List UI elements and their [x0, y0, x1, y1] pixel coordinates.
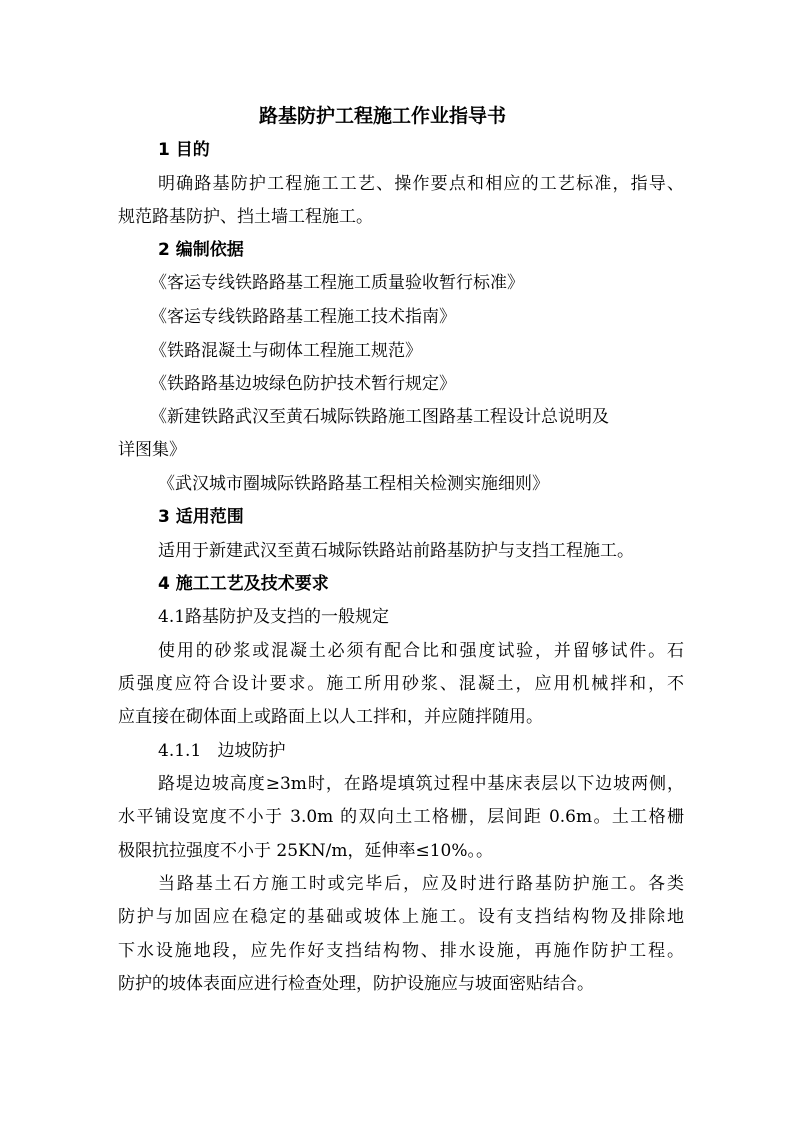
section-1-text: 规范路基防护、挡土墙工程施工。	[118, 207, 373, 227]
section-4-1-heading: 4.1路基防护及支挡的一般规定	[158, 607, 390, 627]
reference-item: 《武汉城市圈城际铁路路基工程相关检测实施细则》	[158, 474, 549, 494]
section-4-1-1-text: 当路基土石方施工时或完毕后，应及时进行路基防护施工。各类	[158, 874, 684, 894]
section-4-1-1-text: 防护与加固应在稳定的基础或坡体上施工。设有支挡结构物及排除地	[118, 907, 684, 927]
reference-item: 详图集》	[118, 440, 186, 460]
section-4-1-text: 应直接在砌体面上或路面上以人工拌和，并应随拌随用。	[118, 707, 543, 727]
section-4-1-1-text: 水平铺设宽度不小于 3.0m 的双向土工格栅，层间距 0.6m。土工格栅	[118, 807, 684, 827]
section-4-1-1-text: 防护的坡体表面应进行检查处理，防护设施应与坡面密贴结合。	[118, 974, 594, 994]
reference-item: 《客运专线铁路路基工程施工质量验收暂行标准》	[150, 273, 524, 293]
section-1-text: 明确路基防护工程施工工艺、操作要点和相应的工艺标准，指导、	[158, 174, 684, 194]
document-title: 路基防护工程施工作业指导书	[259, 105, 507, 127]
reference-item: 《客运专线铁路路基工程施工技术指南》	[150, 307, 456, 327]
section-3-heading: 3 适用范围	[158, 507, 244, 527]
section-4-1-text: 使用的砂浆或混凝土必须有配合比和强度试验，并留够试件。石	[158, 641, 684, 661]
reference-item: 《铁路路基边坡绿色防护技术暂行规定》	[150, 374, 456, 394]
section-4-1-1-text: 路堤边坡高度≥3m时，在路堤填筑过程中基床表层以下边坡两侧，	[158, 774, 684, 794]
section-4-1-text: 质强度应符合设计要求。施工所用砂浆、混凝土，应用机械拌和，不	[118, 674, 684, 694]
section-2-heading: 2 编制依据	[158, 240, 244, 260]
reference-item: 《铁路混凝土与砌体工程施工规范》	[150, 341, 422, 361]
section-4-1-1-text: 极限抗拉强度不小于 25KN/m，延伸率≤10%。。	[118, 841, 493, 861]
section-3-text: 适用于新建武汉至黄石城际铁路站前路基防护与支挡工程施工。	[158, 541, 634, 561]
reference-item: 《新建铁路武汉至黄石城际铁路施工图路基工程设计总说明及	[150, 407, 609, 427]
section-4-1-1-text: 下水设施地段，应先作好支挡结构物、排水设施，再施作防护工程。	[118, 941, 684, 961]
section-4-heading: 4 施工工艺及技术要求	[158, 574, 329, 594]
section-4-1-1-heading: 4.1.1 边坡防护	[158, 741, 286, 761]
section-1-heading: 1 目的	[158, 140, 210, 160]
